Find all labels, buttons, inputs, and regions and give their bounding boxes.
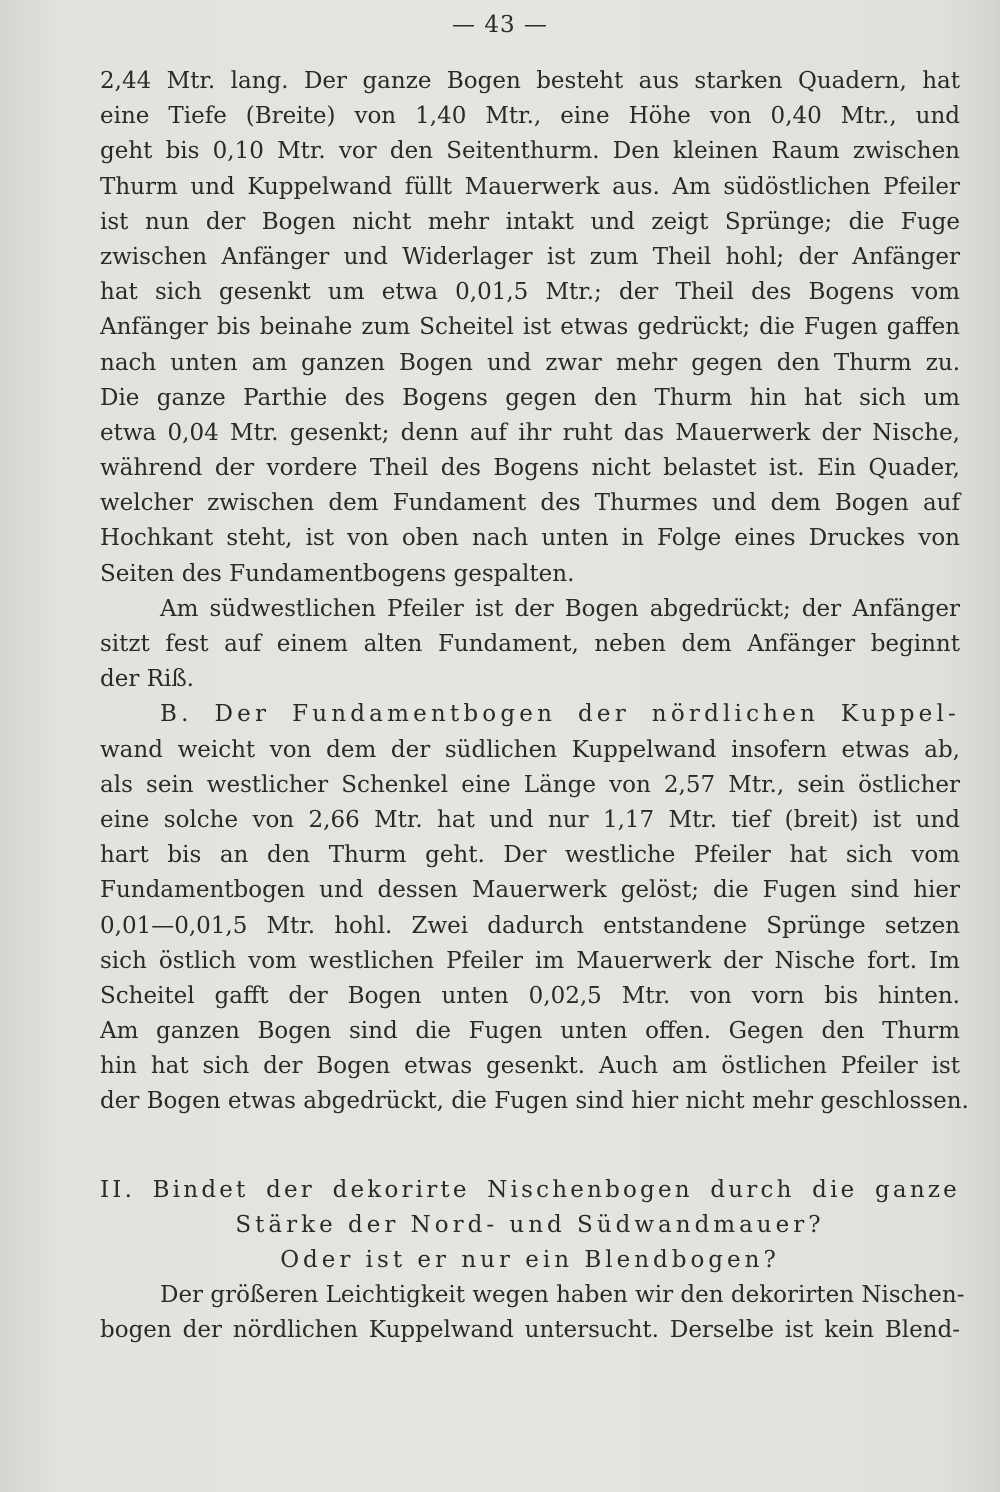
text-line: bogen der nördlichen Kuppelwand untersucht. Derselbe ist kein Blend- [100, 1317, 960, 1344]
text-line: Am südwestlichen Pfeiler ist der Bogen abgedrückt; der Anfänger [160, 595, 960, 622]
paragraph-3 [100, 697, 969, 1119]
text-line: zwischen Anfänger und Widerlager ist zum Theil hohl; der Anfänger [100, 243, 960, 270]
text-line: Hochkant steht, ist von oben nach unten in Folge eines Druckes von [100, 525, 960, 552]
text-line: Der größeren Leichtigkeit wegen haben wir den dekorirten Nischen- [160, 1282, 965, 1309]
heading-line: Oder ist er nur ein Blendbogen? [280, 1247, 780, 1273]
text-line: der Riß. [100, 666, 194, 693]
text-line: Anfänger bis beinahe zum Scheitel ist etwas gedrückt; die Fugen gaffen [100, 314, 960, 341]
text-line: Fundamentbogen und dessen Mauerwerk gelöst; die Fugen sind hier [100, 877, 960, 904]
text-line: sich östlich vom westlichen Pfeiler im Mauerwerk der Nische fort. Im [100, 947, 960, 974]
text-line: 0,01—0,01,5 Mtr. hohl. Zwei dadurch entstandene Sprünge setzen [100, 912, 960, 939]
text-line: eine Tiefe (Breite) von 1,40 Mtr., eine Höhe von 0,40 Mtr., und [100, 103, 960, 130]
text-line: sitzt fest auf einem alten Fundament, neben dem Anfänger beginnt [100, 631, 960, 657]
section-gap [100, 1120, 960, 1173]
text-line: ist nun der Bogen nicht mehr intakt und zeigt Sprünge; die Fuge [100, 208, 960, 235]
text-line: nach unten am ganzen Bogen und zwar mehr gegen den Thurm zu. [100, 349, 960, 376]
section-b-lead-line: B. Der Fundamentbogen der nördlichen Kuppel- [160, 701, 960, 728]
text-line: hin hat sich der Bogen etwas gesenkt. Auch am östlichen Pfeiler ist [100, 1053, 960, 1080]
text-line: während der vordere Theil des Bogens nicht belastet ist. Ein Quader, [100, 455, 960, 482]
heading-line: Stärke der Nord- und Südwandmauer? [235, 1211, 825, 1238]
text-line: 2,44 Mtr. lang. Der ganze Bogen besteht aus starken Quadern, hat [100, 68, 960, 94]
text-line: Thurm und Kuppelwand füllt Mauerwerk aus. Am südöstlichen Pfeiler [100, 173, 960, 200]
text-line: geht bis 0,10 Mtr. vor den Seitenthurm. Den kleinen Raum zwischen [100, 138, 960, 165]
paragraph-4 [100, 1278, 965, 1348]
text-line: welcher zwischen dem Fundament des Thurmes und dem Bogen auf [100, 490, 960, 517]
paragraph-1 [100, 64, 960, 592]
page-number: — 43 — [452, 12, 548, 38]
text-line: der Bogen etwas abgedrückt, die Fugen sind hier nicht mehr geschlossen. [100, 1088, 969, 1115]
text-line: hart bis an den Thurm geht. Der westliche Pfeiler hat sich vom [100, 842, 960, 869]
text-line: wand weicht von dem der südlichen Kuppelwand insofern etwas ab, [100, 736, 960, 763]
text-line: als sein westlicher Schenkel eine Länge von 2,57 Mtr., sein östlicher [100, 771, 960, 798]
heading-line: II. Bindet der dekorirte Nischenbogen durch die ganze [100, 1176, 960, 1203]
text-line: Seiten des Fundamentbogens gespalten. [100, 560, 575, 587]
text-line: Am ganzen Bogen sind die Fugen unten offen. Gegen den Thurm [100, 1018, 960, 1045]
text-line: hat sich gesenkt um etwa 0,01,5 Mtr.; der Theil des Bogens vom [100, 279, 960, 306]
section-heading [100, 1173, 960, 1279]
body-text [100, 64, 969, 1349]
text-line: eine solche von 2,66 Mtr. hat und nur 1,17 Mtr. tief (breit) ist und [100, 806, 960, 833]
text-line: etwa 0,04 Mtr. gesenkt; denn auf ihr ruht das Mauerwerk der Nische, [100, 419, 960, 446]
text-line: Die ganze Parthie des Bogens gegen den Thurm hin hat sich um [100, 384, 960, 411]
text-line: Scheitel gafft der Bogen unten 0,02,5 Mtr. von vorn bis hinten. [100, 982, 960, 1009]
paragraph-2 [100, 592, 960, 698]
